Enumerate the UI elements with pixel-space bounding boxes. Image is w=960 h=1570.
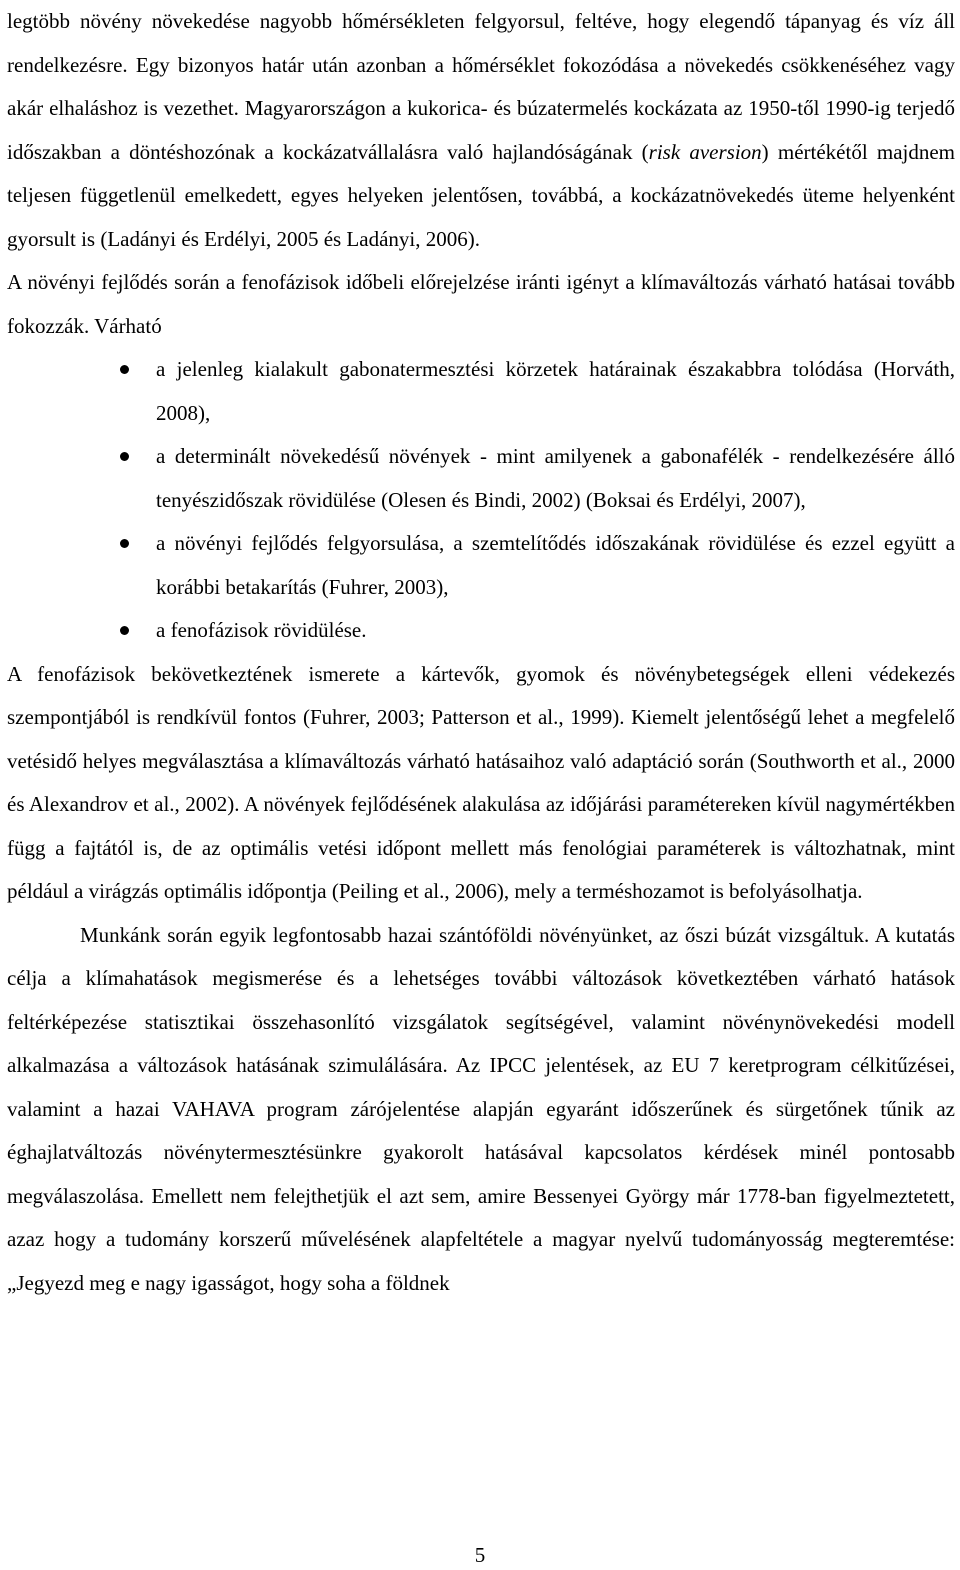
- bullet-icon: [120, 626, 129, 635]
- list-item: [7, 522, 955, 609]
- paragraph-research-aim: Munkánk során egyik legfontosabb hazai szántóföldi növényünket, az őszi búzát vizsgáltuk. A kutatás célja a klímahatások megismerése és a lehetséges további változások következtében várható hatások feltérképezése statisztikai összehasonlító vizsgálatok segítségével, valamint növénynövekedési modell alkalmazása a változások hatásának szimulálására. Az IPCC jelentések, az EU 7 keretprogram célkitűzései, valamint a hazai VAHAVA program zárójelentése alapján egyaránt időszerűnek és sürgetőnek tűnik az éghajlatváltozás növénytermesztésünkre gyakorolt hatásával kapcsolatos kérdések minél pontosabb megválaszolása. Emellett nem felejthetjük el azt sem, amire Bessenyei György már 1778-ban figyelmeztetett, azaz hogy a tudomány korszerű művelésének alapfeltétele a magyar nyelvű tudományosság megteremtése: „Jegyezd meg e nagy igasságot, hogy soha a földnek: [7, 922, 955, 1295]
- page-number: 5: [474, 1543, 486, 1567]
- list-item-text: a jelenleg kialakult gabonatermesztési körzetek határainak északabbra tolódása (Horváth, 2008),: [156, 357, 955, 425]
- list-item: [7, 435, 955, 522]
- bullet-icon: [120, 365, 129, 374]
- bullet-icon: [120, 539, 129, 548]
- paragraph-text: legtöbb növény növekedése nagyobb hőmérsékleten felgyorsul, feltéve, hogy elegendő tápanyag és víz áll rendelkezésre. Egy bizonyos határ után azonban a hőmérséklet fokozódása a növekedés csökkenéséhez vagy akár elhaláshoz is vezethet. Magyarországon a kukorica- és búzatermelés kockázata az 1950-től 1990-ig terjedő időszakban a döntéshozónak a kockázatvállalásra való hajlandóságának (: [7, 9, 955, 164]
- paragraph-text: ) mértékétől majdnem teljesen függetlenül emelkedett, egyes helyeken jelentősen, továbbá, a kockázatnövekedés üteme helyenként gyorsult is (Ladányi és Erdélyi, 2005 és Ladányi, 2006).: [7, 139, 956, 251]
- paragraph-pest-control: A fenofázisok bekövetkeztének ismerete a kártevők, gyomok és növénybetegségek elleni védekezés szempontjából is rendkívül fontos (Fuhrer, 2003; Patterson et al., 1999). Kiemelt jelentőségű lehet a megfelelő vetésidő helyes megválasztása a klímaváltozás várható hatásaihoz való adaptáció során (Southworth et al., 2000 és Alexandrov et al., 2002). A növények fejlődésének alakulása az időjárási paramétereken kívül nagymértékben függ a fajtától is, de az optimális vetési időpont mellett más fenológiai paraméterek is változhatnak, mint például a virágzás optimális időpontja (Peiling et al., 2006), mely a terméshozamot is befolyásolhatja.: [7, 661, 955, 903]
- bullet-icon: [120, 452, 129, 461]
- document-page: [7, 0, 955, 1305]
- italic-term: risk aversion: [648, 139, 762, 164]
- list-item: [7, 348, 955, 435]
- bullet-list: [7, 348, 955, 653]
- list-item-text: a növényi fejlődés felgyorsulása, a szemtelítődés időszakának rövidülése és ezzel együtt a korábbi betakarítás (Fuhrer, 2003),: [156, 531, 955, 599]
- list-item-text: a fenofázisok rövidülése.: [156, 618, 367, 642]
- list-item-text: a determinált növekedésű növények - mint amilyenek a gabonafélék - rendelkezésére álló tenyészidőszak rövidülése (Olesen és Bindi, 2002) (Boksai és Erdélyi, 2007),: [156, 444, 955, 512]
- list-item: [7, 609, 955, 653]
- paragraph-climate-risk: [7, 0, 955, 261]
- paragraph-phenophase-forecast: A növényi fejlődés során a fenofázisok időbeli előrejelzése iránti igényt a klímaváltozás várható hatásai tovább fokozzák. Várható: [7, 270, 955, 338]
